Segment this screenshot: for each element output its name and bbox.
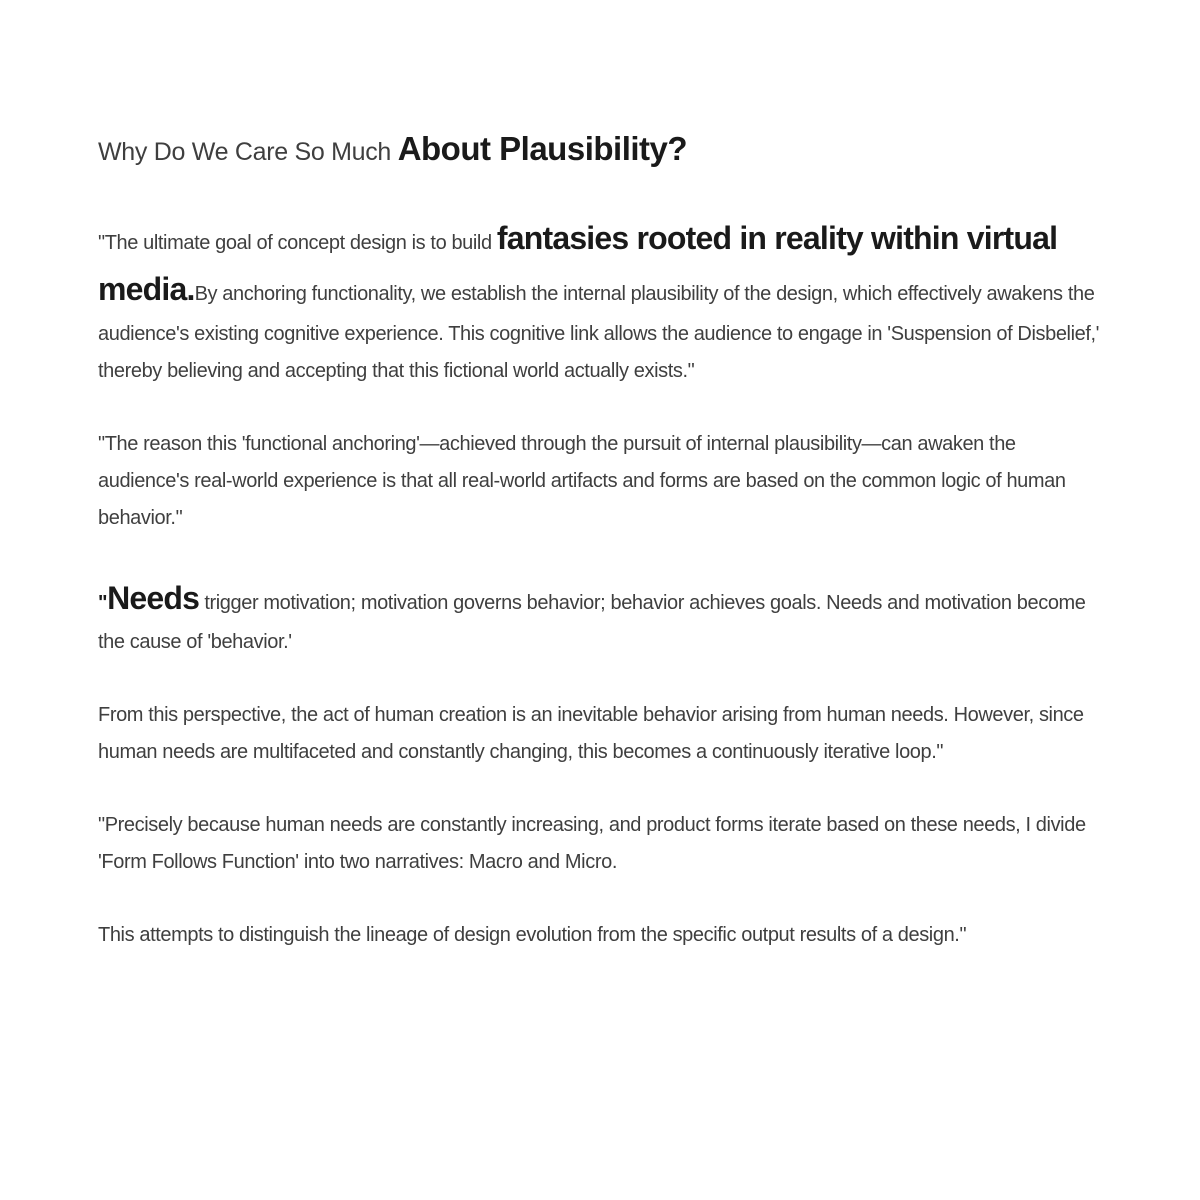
page-title — [98, 128, 1100, 169]
paragraph-ultimate-goal — [98, 213, 1100, 389]
paragraph-lineage — [98, 917, 1100, 954]
quote-mark: " — [98, 591, 108, 614]
paragraph-form-follows-function — [98, 807, 1100, 881]
text-run: From this perspective, the act of human creation is an inevitable behavior arising from human needs. However, since human needs are multifaceted and constantly changing, this becomes a continuously iterative loop." — [98, 703, 1084, 763]
page-title-prefix: Why Do We Care So Much — [98, 138, 398, 166]
text-run: "The reason this 'functional anchoring'—achieved through the pursuit of internal plausibility—can awaken the audience's real-world experience is that all real-world artifacts and forms are based on the common logic of human behavior." — [98, 432, 1066, 529]
paragraph-perspective — [98, 697, 1100, 771]
emphasis-run-fantasies: fantasies rooted in reality within virtual media. — [98, 220, 1058, 308]
paragraph-functional-anchoring — [98, 426, 1100, 537]
text-run: This attempts to distinguish the lineage of design evolution from the specific output results of a design." — [98, 923, 967, 946]
emphasis-run-needs: Needs — [107, 579, 200, 616]
text-run: By anchoring functionality, we establish the internal plausibility of the design, which effectively awakens the audience's existing cognitive experience. This cognitive link allows the audience to engage in 'Suspension of Disbelief,' thereby believing and accepting that this fictional world actually exists." — [98, 283, 1100, 382]
text-run: trigger motivation; motivation governs behavior; behavior achieves goals. Needs and motivation become the cause of 'behavior.' — [98, 591, 1086, 653]
text-run: "The ultimate goal of concept design is to build — [98, 232, 497, 255]
page-title-emphasis: About Plausibility? — [397, 130, 688, 167]
text-run: "Precisely because human needs are constantly increasing, and product forms iterate based on these needs, I divide 'Form Follows Function' into two narratives: Macro and Micro. — [98, 813, 1086, 873]
paragraph-needs — [98, 573, 1100, 661]
